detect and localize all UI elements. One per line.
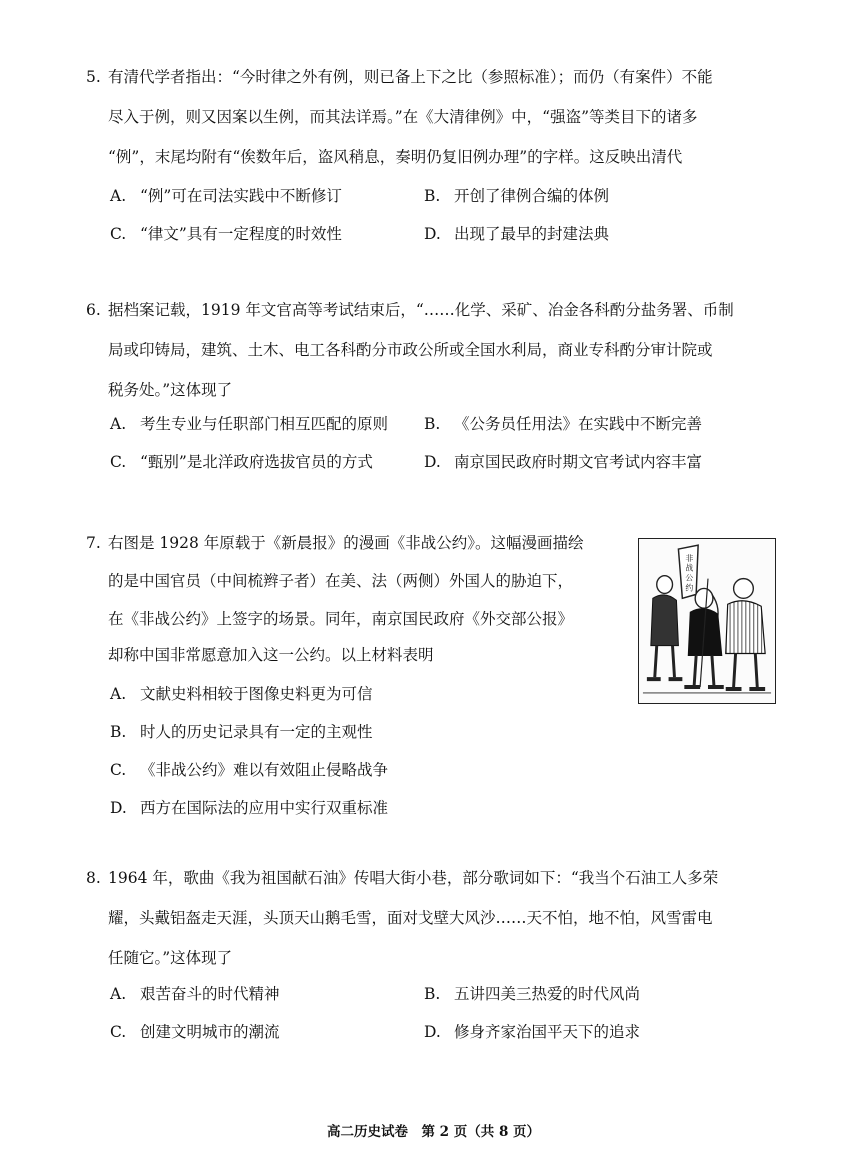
option-6d: D. 南京国民政府时期文官考试内容丰富 [424, 453, 703, 471]
cartoon-drawing [639, 539, 775, 703]
option-8a: A. 艰苦奋斗的时代精神 [110, 985, 280, 1003]
option-8b: B. 五讲四美三热爱的时代风尚 [424, 985, 641, 1003]
question-5-line-2: 尽入于例，则又因案以生例，而其法详焉。”在《大清律例》中，“强盗”等类目下的诸多 [108, 108, 698, 126]
question-5-line-1: 5. 有清代学者指出：“今时律之外有例，则已备上下之比（参照标准）；而仍（有案件）不能 [86, 68, 713, 86]
question-7-line-2: 的是中国官员（中间梳辫子者）在美、法（两侧）外国人的胁迫下， [108, 572, 574, 590]
option-7b: B. 时人的历史记录具有一定的主观性 [110, 723, 373, 741]
question-8-line-3: 任随它。”这体现了 [108, 949, 233, 967]
question-6-line-3: 税务处。”这体现了 [108, 381, 233, 399]
option-7d: D. 西方在国际法的应用中实行双重标准 [110, 799, 389, 817]
option-5b: B. 开创了律例合编的体例 [424, 187, 610, 205]
page-footer: 高二历史试卷 第 2 页（共 8 页） [326, 1124, 541, 1140]
option-7c: C. 《非战公约》难以有效阻止侵略战争 [110, 761, 389, 779]
question-7-line-1: 7. 右图是 1928 年原载于《新晨报》的漫画《非战公约》。这幅漫画描绘 [86, 534, 584, 552]
option-7a: A. 文献史料相较于图像史料更为可信 [110, 685, 373, 703]
option-8c: C. 创建文明城市的潮流 [110, 1023, 280, 1041]
question-6-line-1: 6. 据档案记载，1919 年文官高等考试结束后，“……化学、采矿、冶金各科酌分盐务署、币制 [86, 301, 734, 319]
option-5d: D. 出现了最早的封建法典 [424, 225, 610, 243]
question-7-line-4: 却称中国非常愿意加入这一公约。以上材料表明 [108, 646, 434, 664]
question-8-line-2: 耀，头戴铝盔走天涯，头顶天山鹅毛雪，面对戈壁大风沙……天不怕，地不怕，风雪雷电 [108, 909, 713, 927]
question-6-line-2: 局或印铸局，建筑、土木、电工各科酌分市政公所或全国水利局，商业专科酌分审计院或 [108, 341, 713, 359]
cartoon-banner-text: 非战公约 [685, 553, 694, 593]
question-number: 8. [86, 869, 101, 887]
question-7-line-3: 在《非战公约》上签字的场景。同年，南京国民政府《外交部公报》 [108, 610, 574, 628]
option-8d: D. 修身齐家治国平天下的追求 [424, 1023, 641, 1041]
cartoon-image [638, 538, 776, 704]
option-5a: A. “例”可在司法实践中不断修订 [110, 187, 342, 205]
question-number: 7. [86, 534, 101, 552]
option-6c: C. “甄别”是北洋政府选拔官员的方式 [110, 453, 373, 471]
question-5-line-3: “例”，末尾均附有“俟数年后，盗风稍息，奏明仍复旧例办理”的字样。这反映出清代 [108, 148, 683, 166]
question-8-line-1: 8. 1964 年，歌曲《我为祖国献石油》传唱大街小巷，部分歌词如下：“我当个石油工人多荣 [86, 869, 719, 887]
option-6b: B. 《公务员任用法》在实践中不断完善 [424, 415, 703, 433]
question-number: 5. [86, 68, 101, 86]
option-6a: A. 考生专业与任职部门相互匹配的原则 [110, 415, 389, 433]
question-number: 6. [86, 301, 101, 319]
option-5c: C. “律文”具有一定程度的时效性 [110, 225, 342, 243]
